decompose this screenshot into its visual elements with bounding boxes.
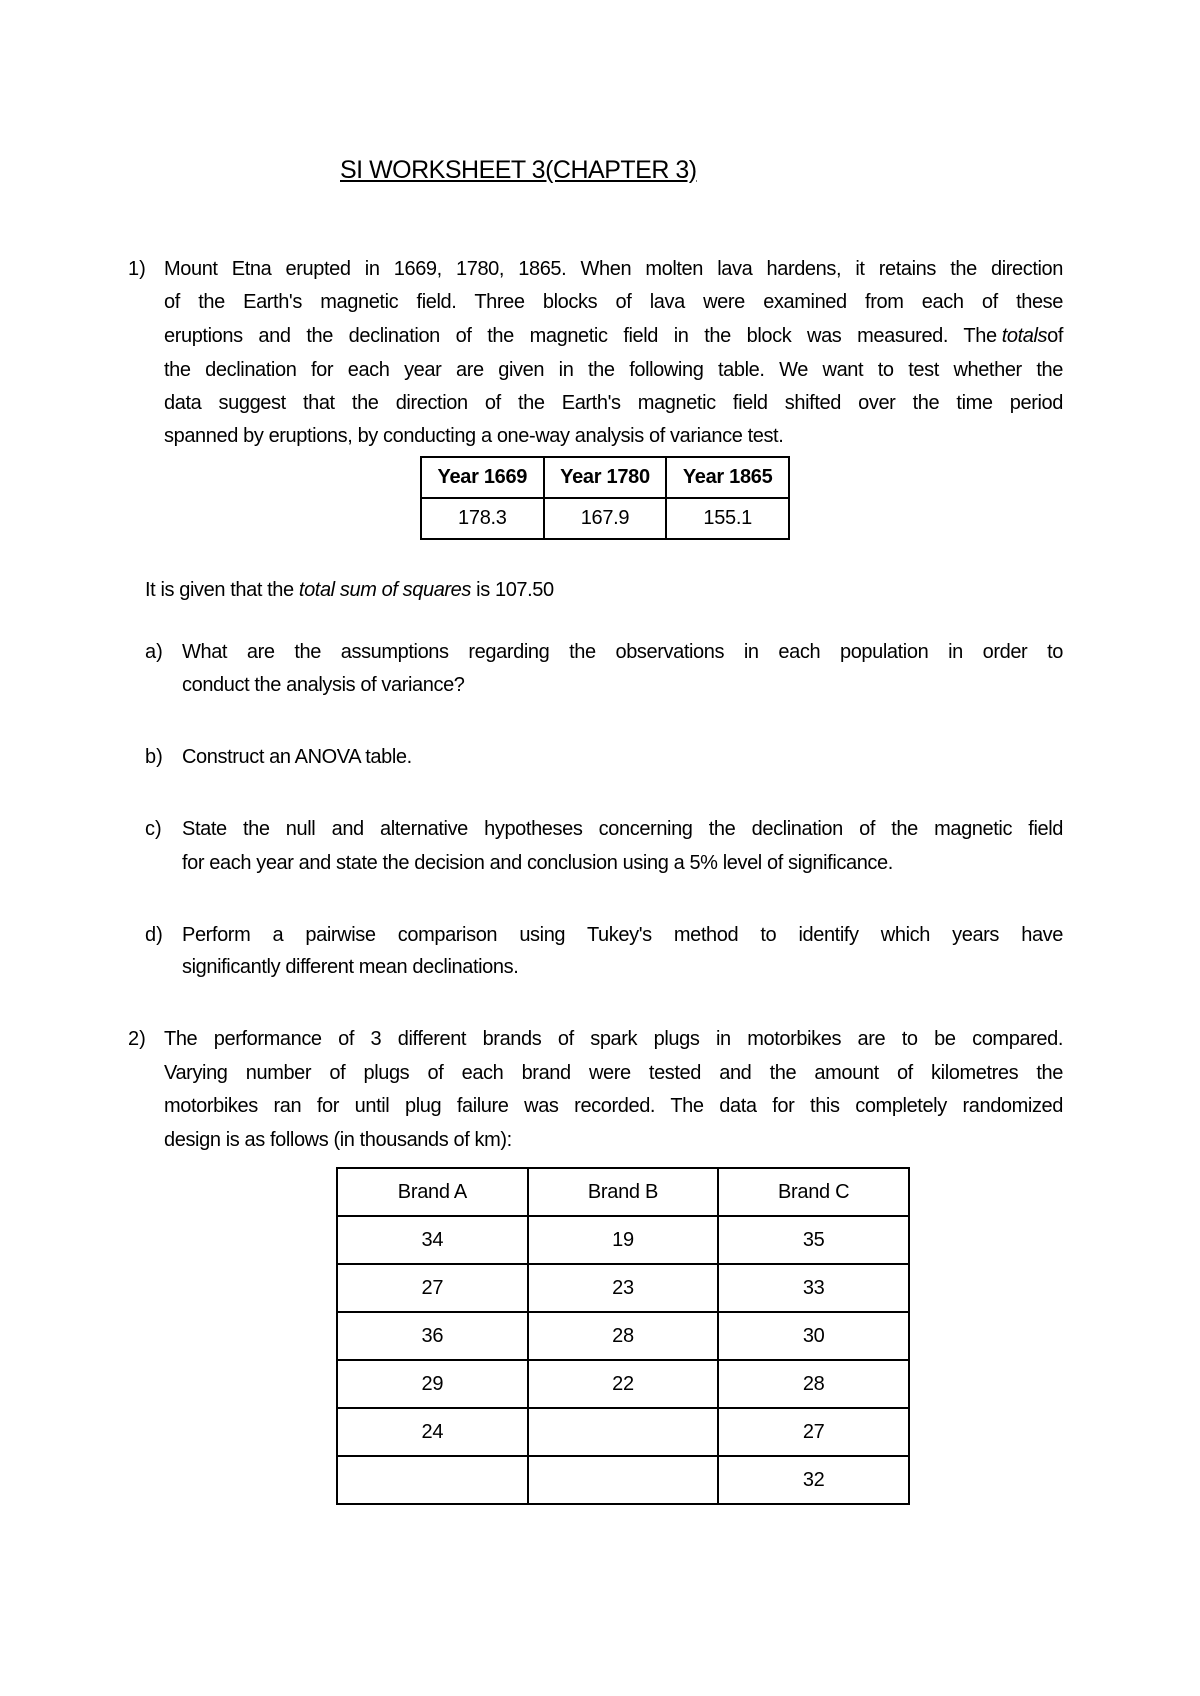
header-cell: Brand A — [337, 1168, 528, 1216]
header-cell: Year 1865 — [666, 457, 789, 498]
table-row — [337, 1312, 909, 1360]
table-row — [337, 1408, 909, 1456]
table-cell: 27 — [337, 1264, 528, 1312]
table-cell: 30 — [718, 1312, 909, 1360]
table-cell — [337, 1456, 528, 1504]
part-a-line: What are the assumptions regarding the observations in each population in order to — [182, 641, 1063, 663]
part-c-line: for each year and state the decision and conclusion using a 5% level of significance. — [182, 852, 893, 874]
table-cell: 22 — [528, 1360, 719, 1408]
header-cell: Brand B — [528, 1168, 719, 1216]
header-cell: Brand C — [718, 1168, 909, 1216]
table-cell — [528, 1456, 719, 1504]
q1-line: of the Earth's magnetic field. Three blocks of lava were examined from each of these — [164, 291, 1063, 313]
table-cell: 35 — [718, 1216, 909, 1264]
given-text: It is given that the — [145, 579, 299, 601]
table-cell: 23 — [528, 1264, 719, 1312]
q1-line: spanned by eruptions, by conducting a one-way analysis of variance test. — [164, 425, 784, 447]
table-row — [337, 1264, 909, 1312]
table-cell: 34 — [337, 1216, 528, 1264]
question-2-number: 2) — [128, 1028, 146, 1050]
declination-totals-table — [420, 456, 790, 540]
q1-totals-italic: totals — [1001, 325, 1048, 347]
table-cell: 178.3 — [421, 498, 544, 539]
q1-line: Mount Etna erupted in 1669, 1780, 1865. When molten lava hardens, it retains the direction — [164, 258, 1063, 280]
table-cell — [528, 1408, 719, 1456]
table-cell: 28 — [718, 1360, 909, 1408]
q1-line-text: eruptions and the declination of the magnetic field in the block was measured. The — [164, 325, 997, 347]
part-a-line: conduct the analysis of variance? — [182, 674, 465, 696]
question-1-number: 1) — [128, 258, 146, 280]
table-cell: 29 — [337, 1360, 528, 1408]
worksheet-title: SI WORKSHEET 3(CHAPTER 3) — [340, 156, 697, 184]
table-row — [337, 1456, 909, 1504]
part-d-label: d) — [145, 924, 163, 946]
given-text: is 107.50 — [471, 579, 554, 601]
table-cell: 19 — [528, 1216, 719, 1264]
q2-line: Varying number of plugs of each brand were tested and the amount of kilometres the — [164, 1062, 1063, 1084]
table-cell: 167.9 — [544, 498, 667, 539]
q2-line: motorbikes ran for until plug failure was recorded. The data for this completely randomized — [164, 1095, 1063, 1117]
table-cell: 36 — [337, 1312, 528, 1360]
part-c-label: c) — [145, 818, 162, 840]
q2-line: design is as follows (in thousands of km): — [164, 1129, 512, 1151]
part-c-line: State the null and alternative hypotheses concerning the declination of the magnetic field — [182, 818, 1063, 840]
part-a-label: a) — [145, 641, 163, 663]
spark-plug-data-table — [336, 1167, 910, 1505]
q2-line: The performance of 3 different brands of spark plugs in motorbikes are to be compared. — [164, 1028, 1063, 1050]
q1-line: the declination for each year are given in the following table. We want to test whether the — [164, 359, 1063, 381]
table-header-row — [421, 457, 789, 498]
table-cell: 155.1 — [666, 498, 789, 539]
header-cell: Year 1780 — [544, 457, 667, 498]
header-cell: Year 1669 — [421, 457, 544, 498]
table-row — [337, 1216, 909, 1264]
table-cell: 32 — [718, 1456, 909, 1504]
table-cell: 27 — [718, 1408, 909, 1456]
q1-line-text: of — [1047, 325, 1063, 347]
given-italic: total sum of squares — [298, 579, 472, 601]
given-statement — [145, 578, 554, 602]
table-row — [421, 498, 789, 539]
q1-line: data suggest that the direction of the Earth's magnetic field shifted over the time period — [164, 392, 1063, 414]
part-b-label: b) — [145, 746, 163, 768]
part-b-line: Construct an ANOVA table. — [182, 746, 412, 768]
part-d-line: significantly different mean declinations. — [182, 956, 519, 978]
part-d-line: Perform a pairwise comparison using Tukey's method to identify which years have — [182, 924, 1063, 946]
table-cell: 28 — [528, 1312, 719, 1360]
table-cell: 24 — [337, 1408, 528, 1456]
table-cell: 33 — [718, 1264, 909, 1312]
table-header-row — [337, 1168, 909, 1216]
table-row — [337, 1360, 909, 1408]
q1-line — [164, 324, 1063, 348]
